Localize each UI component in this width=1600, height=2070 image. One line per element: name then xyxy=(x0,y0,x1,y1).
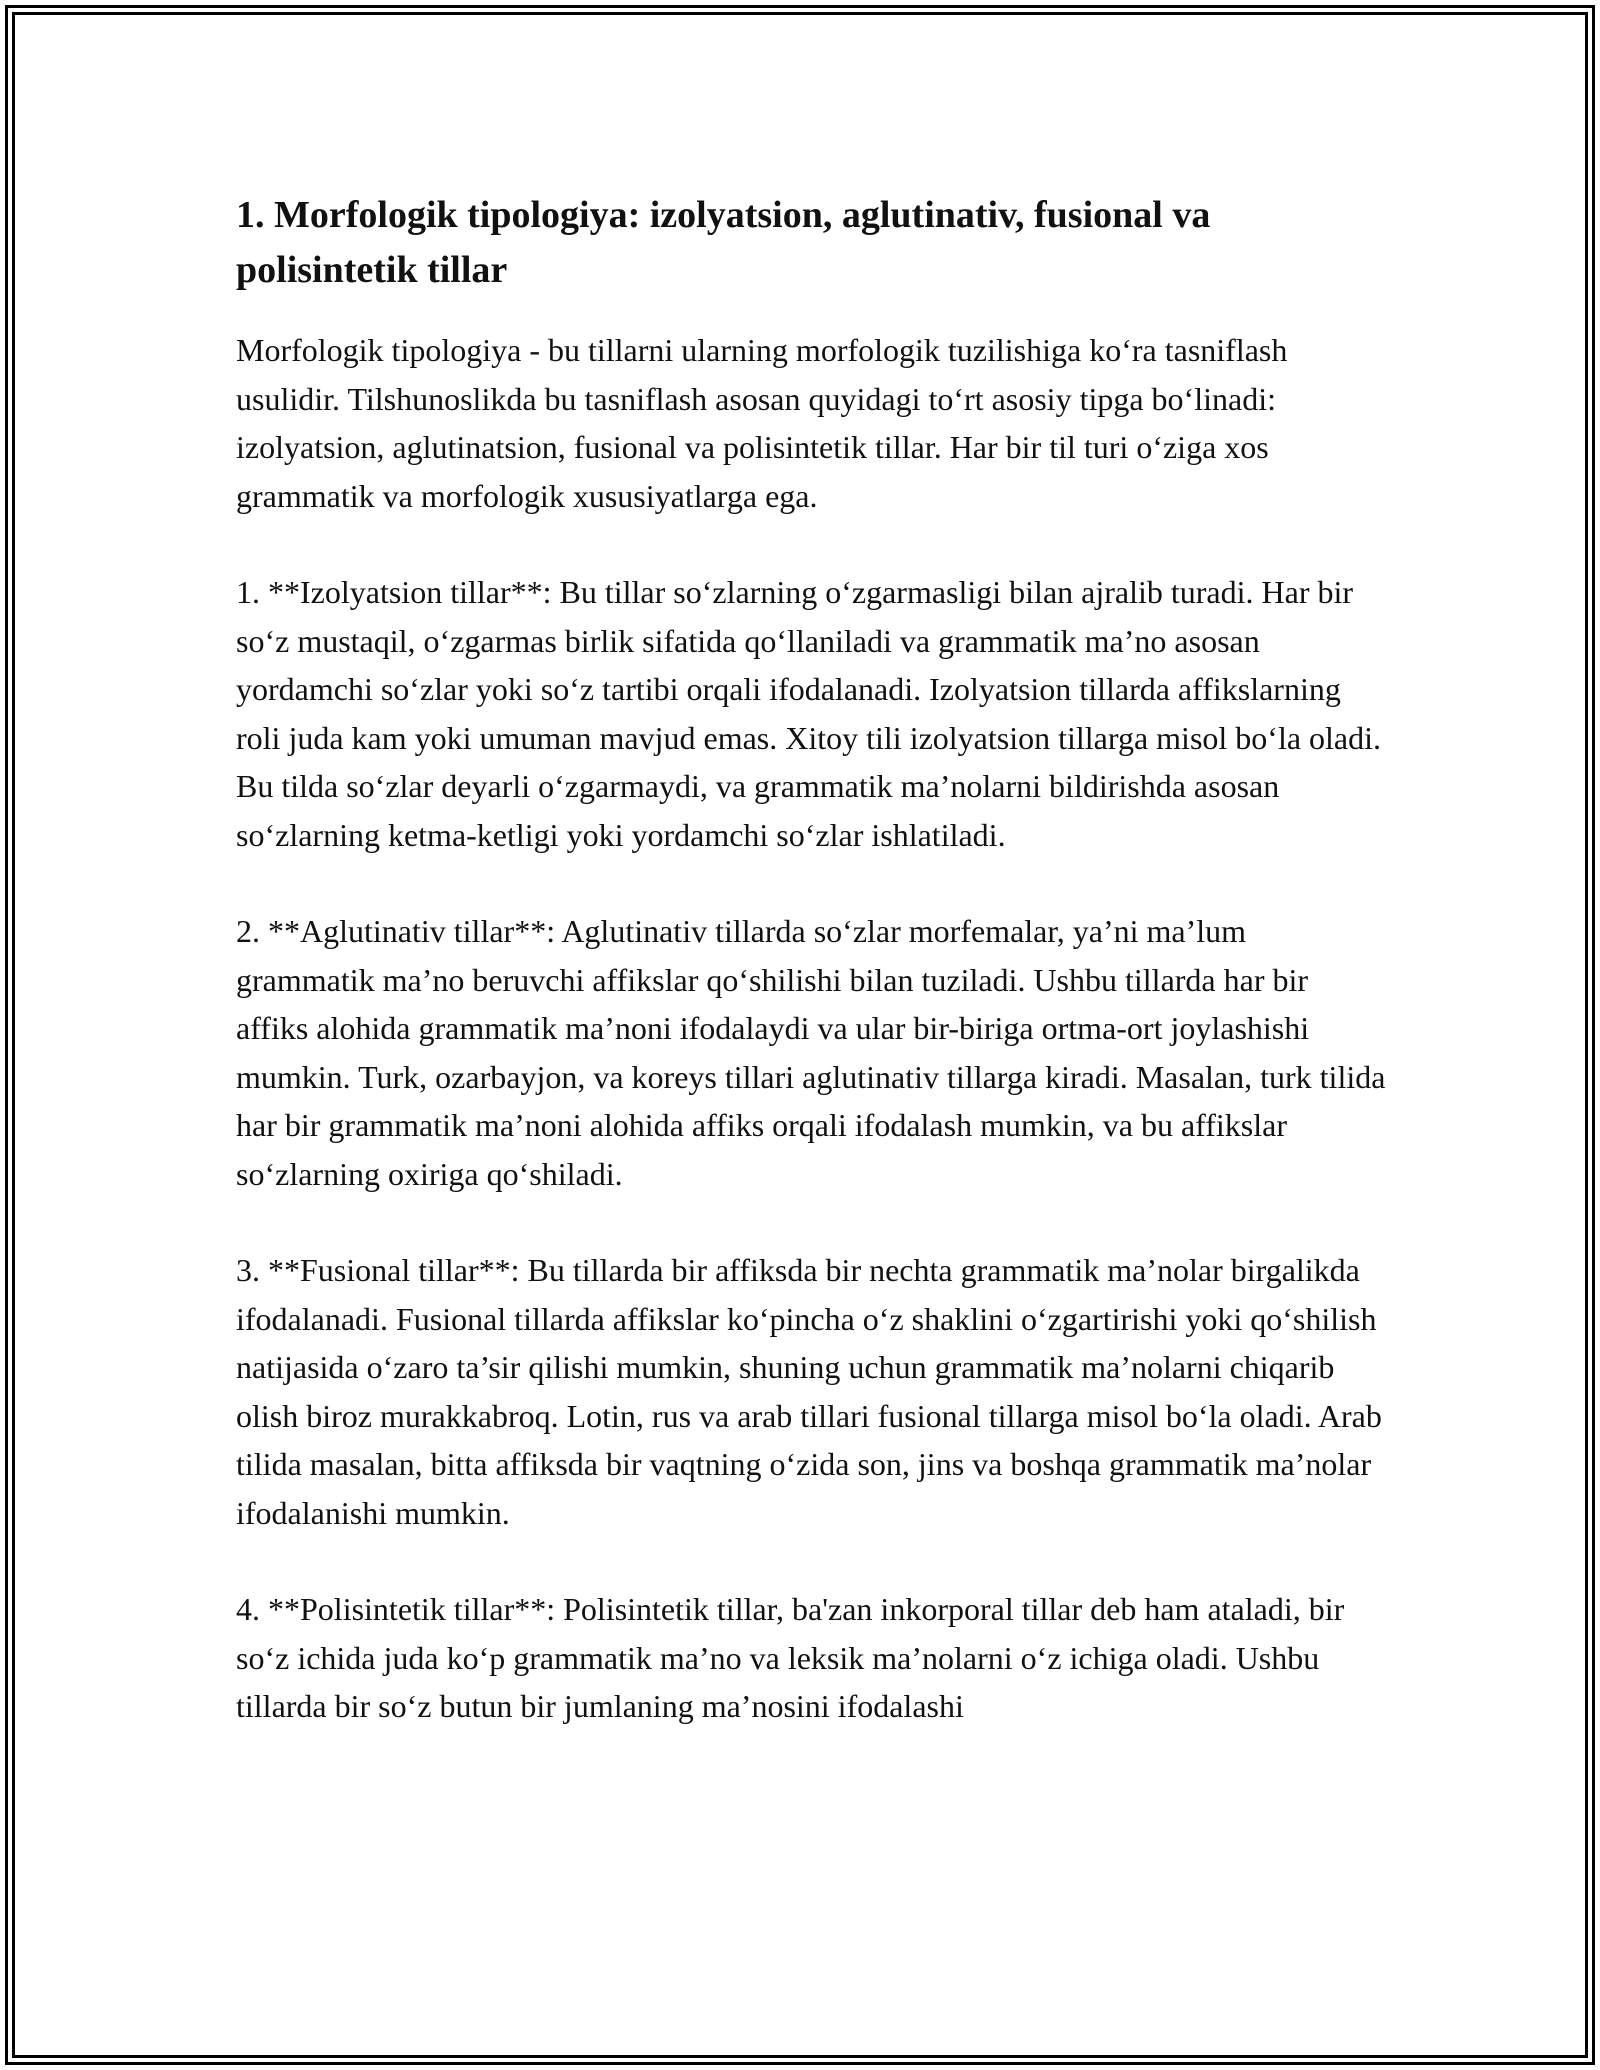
document-heading: 1. Morfologik tipologiya: izolyatsion, aglutinativ, fusional va polisintetik tillar xyxy=(236,194,1211,291)
isolating-languages-paragraph: 1. **Izolyatsion tillar**: Bu tillar so‘zlarning o‘zgarmasligi bilan ajralib turadi. Har bir so‘z mustaqil, o‘zgarmas birlik sifatida qo‘llaniladi va grammatik ma’no asosan yordamchi so‘zlar yoki so‘z tartibi orqali ifodalanadi. Izolyatsion tillarda affikslarning roli juda kam yoki umuman mavjud emas. Xitoy tili izolyatsion tillarga misol bo‘la oladi. Bu tilda so‘zlar deyarli o‘zgarmaydi, va grammatik ma’nolarni bildirishda asosan so‘zlarning ketma-ketligi yoki yordamchi so‘zlar ishlatiladi. xyxy=(236,574,1382,853)
agglutinative-languages-paragraph: 2. **Aglutinativ tillar**: Aglutinativ tillarda so‘zlar morfemalar, ya’ni ma’lum grammatik ma’no beruvchi affikslar qo‘shilishi bilan tuziladi. Ushbu tillarda har bir affiks alohida grammatik ma’noni ifodalaydi va ular bir-biriga ortma-ort joylashishi mumkin. Turk, ozarbayjon, va koreys tillari aglutinativ tillarga kiradi. Masalan, turk tilida har bir grammatik ma’noni alohida affiks orqali ifodalash mumkin, va bu affikslar so‘zlarning oxiriga qo‘shiladi. xyxy=(236,913,1386,1192)
intro-paragraph: Morfologik tipologiya - bu tillarni ularning morfologik tuzilishiga ko‘ra tasniflash usulidir. Tilshunoslikda bu tasniflash asosan quyidagi to‘rt asosiy tipga bo‘linadi: izolyatsion, aglutinatsion, fusional va polisintetik tillar. Har bir til turi o‘ziga xos grammatik va morfologik xususiyatlarga ega. xyxy=(236,332,1288,514)
polysynthetic-languages-paragraph: 4. **Polisintetik tillar**: Polisintetik tillar, ba'zan inkorporal tillar deb ham ataladi, bir so‘z ichida juda ko‘p grammatik ma’no va leksik ma’nolarni o‘z ichiga oladi. Ushbu tillarda bir so‘z butun bir jumlaning ma’nosini ifodalashi xyxy=(236,1591,1345,1724)
fusional-languages-paragraph: 3. **Fusional tillar**: Bu tillarda bir affiksda bir nechta grammatik ma’nolar birgalikda ifodalanadi. Fusional tillarda affikslar ko‘pincha o‘z shaklini o‘zgartirishi yoki qo‘shilish natijasida o‘zaro ta’sir qilishi mumkin, shuning uchun grammatik ma’nolarni chiqarib olish biroz murakkabroq. Lotin, rus va arab tillari fusional tillarga misol bo‘la oladi. Arab tilida masalan, bitta affiksda bir vaqtning o‘zida son, jins va boshqa grammatik ma’nolar ifodalanishi mumkin. xyxy=(236,1252,1382,1531)
document-body xyxy=(236,188,1386,1731)
